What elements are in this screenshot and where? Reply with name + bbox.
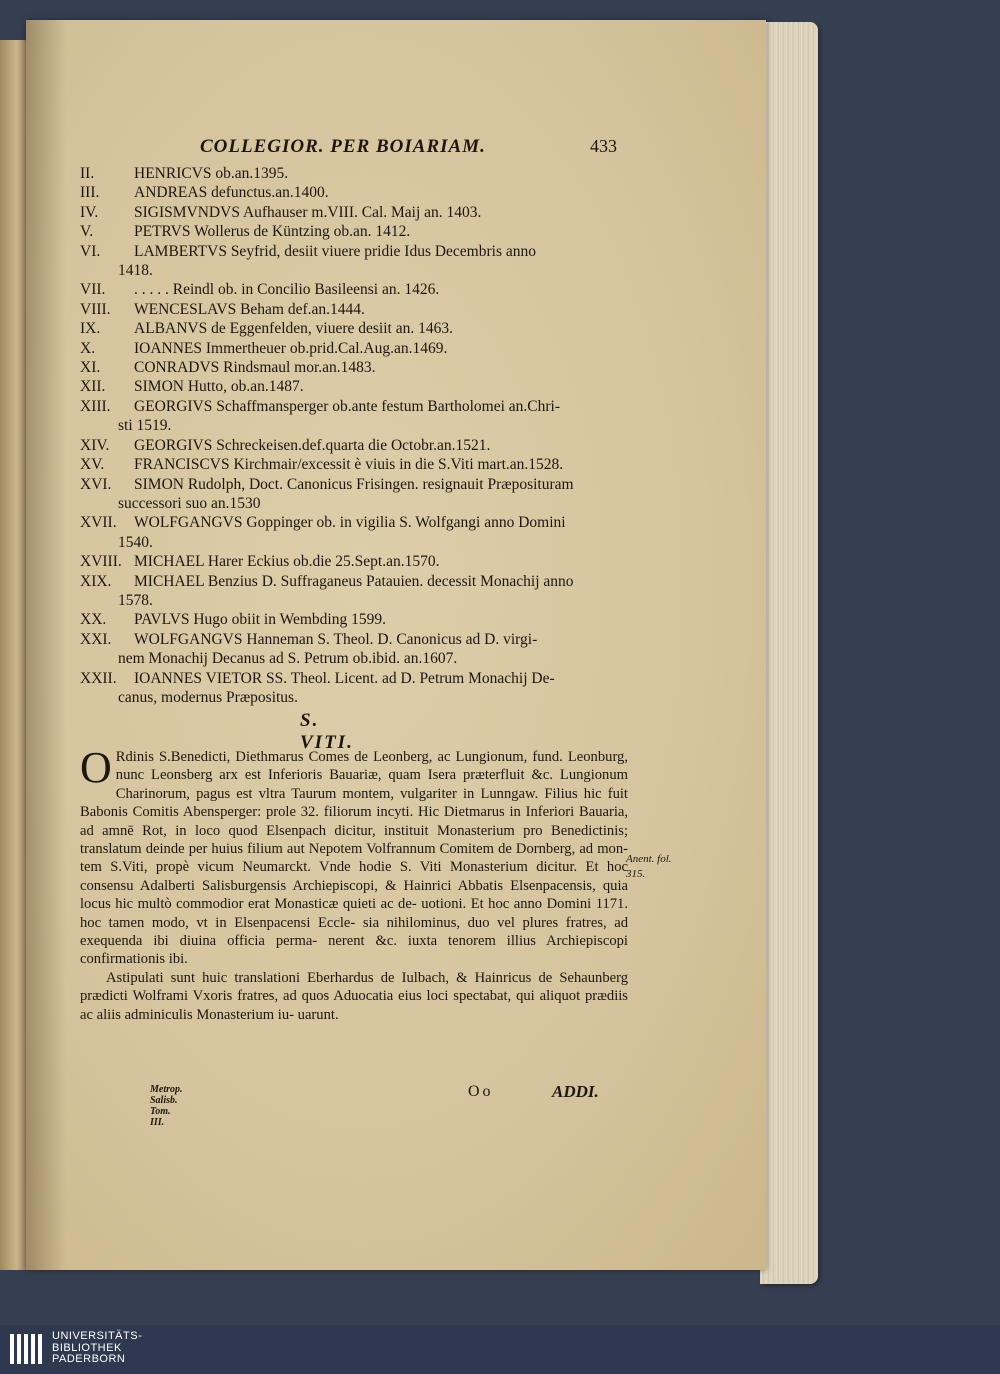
entry-line: SIMON Hutto, ob.an.1487.: [134, 378, 304, 396]
entry-number: XXII.: [80, 669, 117, 687]
entry-line: MICHAEL Harer Eckius ob.die 25.Sept.an.1570.: [134, 553, 440, 571]
margin-note-line: Anent. fol.: [626, 853, 672, 865]
text-line: Rdinis S.Benedicti, Diethmarus Comes de Leonberg, ac Lungionum,: [115, 749, 533, 765]
entry-line: ANDREAS defunctus.an.1400.: [134, 184, 329, 202]
logo-line: BIBLIOTHEK: [52, 1341, 122, 1354]
entry-line: HENRICVS ob.an.1395.: [134, 165, 289, 182]
library-logo-icon: [10, 1332, 44, 1366]
drop-cap: O: [80, 743, 112, 792]
text-line: Astipulati sunt huic translationi Eberhardus de Iulbach, & Hainricus: [106, 969, 539, 986]
entry-number: XXI.: [80, 630, 112, 648]
entry-line: . . . . . Reindl ob. in Concilio Basileensi an. 1426.: [134, 281, 440, 299]
entry-number: XII.: [80, 378, 106, 396]
text-line: fund. Leonburg, nunc Leonsberg arx est Inferioris Bauariæ, quam Isera: [115, 749, 628, 784]
entry-number: VIII.: [80, 300, 111, 318]
text-line: Elsenpacensis, quia locus hic multò commodior erat Monasticæ quieti ac de-: [80, 877, 628, 913]
list-entry: [80, 572, 630, 611]
entry-line: successori suo an.1530: [118, 494, 261, 512]
text-line: per huius filium aut Nepotem Volfrannum Comitem de Dornberg, ad mon-: [188, 841, 628, 858]
list-entry: [80, 319, 630, 338]
entry-line: ALBANVS de Eggenfelden, viuere desiit an. 1463.: [134, 320, 453, 338]
entry-number: VI.: [80, 242, 101, 260]
entry-number: IV.: [80, 203, 99, 221]
entry-number: XIX.: [80, 572, 112, 590]
text-line: de Sehaunberg prædicti Wolframi Vxoris fratres, ad quos Aduocatia eius: [80, 969, 628, 1005]
text-line: Et hoc consensu Adalberti Salisburgensis Archiepiscopi, & Hainrici Abbatis: [80, 859, 628, 894]
entry-line: IOANNES VIETOR SS. Theol. Licent. ad D. Petrum Monachij De-: [134, 669, 555, 687]
margin-note-line: 315.: [626, 868, 646, 880]
list-entry: [80, 358, 630, 377]
library-logo-text: [52, 1331, 192, 1366]
entry-number: IX.: [80, 320, 101, 338]
entry-line: nem Monachij Decanus ad S. Petrum ob.ibid. an.1607.: [118, 650, 458, 668]
entry-number: V.: [80, 223, 94, 241]
logo-line: PADERBORN: [52, 1353, 126, 1365]
entry-number: XVII.: [80, 514, 117, 532]
paragraph-1-text: [80, 743, 629, 968]
text-line: Elsenpach dicitur, instituit Monasterium pro Benedictinis; translatum deinde: [80, 822, 628, 858]
page-header: [200, 136, 640, 162]
list-entry: [80, 339, 630, 358]
list-entry: [80, 242, 630, 281]
list-entry: [80, 222, 630, 241]
entry-number: XV.: [80, 456, 105, 474]
entry-number: XX.: [80, 611, 107, 629]
entry-line: SIGISMVNDVS Aufhauser m.VIII. Cal. Maij an. 1403.: [134, 203, 482, 221]
entry-line: 1540.: [118, 533, 153, 551]
paragraph-2: [80, 969, 628, 1024]
text-line: sia nihilominus, duo vel plures fratres, ad exequenda ibi diuina officia perma-: [80, 914, 628, 950]
text-line: filiorum incyti. Hic Dietmarus in Inferiori Bauaria, ad amnē Rot, in loco quod: [80, 804, 629, 839]
section-title: S. VITI.: [300, 710, 354, 753]
entry-line: PETRVS Wollerus de Küntzing ob.an. 1412.: [134, 223, 411, 241]
list-entry: [80, 300, 630, 319]
list-entry: [80, 552, 630, 571]
entry-number: II.: [80, 165, 95, 182]
entry-line: MICHAEL Benzius D. Suffraganeus Patauien. decessit Monachij anno: [134, 572, 574, 590]
list-entry: [80, 610, 630, 629]
entry-line: SIMON Rudolph, Doct. Canonicus Frisingen. resignauit Præposituram: [134, 475, 574, 493]
paragraph-1: [80, 743, 629, 969]
list-entry: [80, 669, 630, 708]
body-text: [80, 743, 629, 1024]
list-entry: [80, 475, 630, 514]
text-line: tem S.Viti, propè vicum Neumarckt. Vnde hodie S. Viti Monasterium dicitur.: [80, 859, 586, 876]
entry-line: 1578.: [118, 591, 153, 609]
entry-line: GEORGIVS Schreckeisen.def.quarta die Octobr.an.1521.: [134, 436, 491, 454]
list-entry: [80, 203, 630, 222]
list-entry: [80, 455, 630, 474]
running-title: COLLEGIOR. PER BOIARIAM.: [200, 136, 486, 157]
list-entry: [80, 436, 630, 455]
entry-number: X.: [80, 339, 96, 357]
catchword: ADDI.: [552, 1082, 599, 1101]
entry-line: WOLFGANGVS Goppinger ob. in vigilia S. Wolfgangi anno Domini: [134, 514, 566, 532]
text-line: loci spectabat, qui aliquot prædiis ac aliis adminiculis Monasterium iu-: [80, 988, 628, 1023]
entry-line: PAVLVS Hugo obiit in Wembding 1599.: [134, 611, 386, 629]
list-entry: [80, 377, 630, 396]
entry-line: CONRADVS Rindsmaul mor.an.1483.: [134, 359, 376, 377]
entry-number: III.: [80, 184, 100, 202]
entry-number: XVIII.: [80, 553, 122, 571]
list-entry: [80, 164, 630, 183]
entry-line: FRANCISCVS Kirchmair/excessit è viuis in die S.Viti mart.an.1528.: [134, 456, 564, 474]
list-entry: [80, 397, 630, 436]
entry-number: XI.: [80, 359, 101, 377]
entry-line: LAMBERTVS Seyfrid, desiit viuere pridie Idus Decembris anno: [134, 242, 536, 260]
paragraph-2-text: [80, 970, 628, 1023]
entry-line: canus, modernus Præpositus.: [118, 688, 298, 706]
entry-number: XIV.: [80, 436, 110, 454]
entry-number: VII.: [80, 281, 106, 299]
entry-line: GEORGIVS Schaffmansperger ob.ante festum Bartholomei an.Chri-: [134, 397, 561, 415]
entry-line: 1418.: [118, 262, 153, 280]
signature-mark: Oo: [468, 1083, 494, 1100]
text-line: vulgariter in Lunngaw. Filius hic fuit Babonis Comitis Abensperger: prole 32.: [80, 785, 628, 821]
entry-line: WENCESLAVS Beham def.an.1444.: [134, 300, 365, 318]
page-number: 433: [590, 136, 617, 156]
list-entry: [80, 630, 630, 669]
list-entry: [80, 513, 630, 552]
page-block-edges: [760, 22, 818, 1284]
text-line: præterfluit &c. Lungionum Charinorum, pagus est vltra Taurum montem,: [115, 767, 629, 802]
list-entry: [80, 280, 630, 299]
text-line: nerent &c. iuxta tenorem illius Archiepiscopi confirmationis ibi.: [80, 933, 628, 968]
footer-note: Metrop. Salisb. Tom. III.: [150, 1084, 183, 1128]
entry-number: XIII.: [80, 397, 111, 415]
text-line: uarunt.: [297, 1006, 339, 1023]
entry-number: XVI.: [80, 475, 112, 493]
gutter-shadow: [26, 20, 66, 1270]
list-entry: [80, 183, 630, 202]
entry-line: sti 1519.: [118, 417, 172, 435]
logo-line: UNIVERSITÄTS-: [52, 1330, 143, 1342]
entry-line: IOANNES Immertheuer ob.prid.Cal.Aug.an.1469.: [134, 339, 448, 357]
text-line: uotioni. Et hoc anno Domini 1171. hoc tamen modo, vt in Elsenpacensi Eccle-: [80, 896, 628, 931]
margin-note: [626, 852, 696, 882]
provost-list: [80, 164, 630, 707]
entry-line: WOLFGANGVS Hanneman S. Theol. D. Canonicus ad D. virgi-: [134, 630, 538, 648]
